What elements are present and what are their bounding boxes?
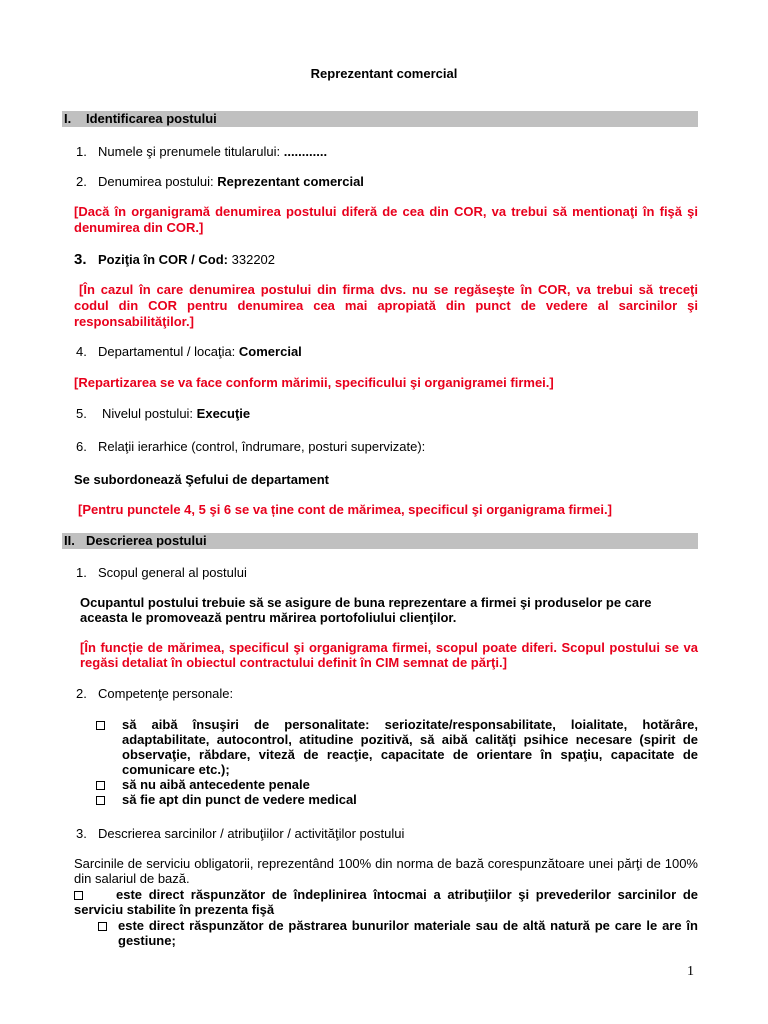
section-header-identification <box>62 111 698 127</box>
list-item-text: să aibă însuşiri de personalitate: seriozitate/responsabilitate, loialitate, hotărâre, adaptabilitate, autocontrol, atitudine pozitivă, să aibă calităţi psihice necesare (spirit de observaţie, răbdare, viteză de reacţie, capacitate de orientare în spaţiu, capacitate de comunicare etc.); <box>122 717 698 777</box>
checkbox-square-icon <box>74 891 83 900</box>
task-text: este direct răspunzător de îndeplinirea întocmai a atribuţiilor şi prevederilor sarcinilor de serviciu stabilite în prezenta fişă <box>74 887 698 917</box>
list-item-text: să nu aibă antecedente penale <box>122 777 310 792</box>
item-value: ............ <box>283 144 328 159</box>
item-value: Comercial <box>238 344 302 359</box>
item-label: Scopul general al postului <box>98 565 247 580</box>
item-job-title <box>76 174 696 190</box>
document-title: Reprezentant comercial <box>310 66 458 81</box>
checkbox-square-icon <box>96 721 105 730</box>
item-value: Execuţie <box>196 406 251 421</box>
task-text: este direct răspunzător de păstrarea bunurilor materiale sau de altă natură pe care le are în gestiune; <box>118 918 698 948</box>
purpose-text: Ocupantul postului trebuie să se asigure de buna reprezentare a firmei şi produselor pe care aceasta le promovează pentru mărirea portofoliului clienţilor. <box>80 595 652 625</box>
item-label: Competenţe personale: <box>98 686 234 701</box>
checkbox-square-icon <box>96 781 105 790</box>
list-item <box>96 777 698 792</box>
item-number: 4. <box>76 344 87 359</box>
item-label: Relaţii ierarhice (control, îndrumare, posturi supervizate): <box>98 439 426 454</box>
item-label: Nivelul postului: <box>102 406 194 421</box>
section-title: Descrierea postului <box>86 533 207 548</box>
item-value: Reprezentant comercial <box>217 174 364 189</box>
item-label: Poziţia în COR / Cod: <box>98 252 228 267</box>
task-responsibility-goods <box>74 918 698 948</box>
section-title: Identificarea postului <box>86 111 217 126</box>
item-number: 3. <box>74 251 87 268</box>
checkbox-square-icon <box>98 922 107 931</box>
note-purpose: [În funcție de mărimea, specificul şi organigrama firmei, scopul poate diferi. Scopul postului se va regăsi detaliat în obiectul contractului definit în CIM semnat de părţi.] <box>80 640 698 670</box>
page-number: 1 <box>687 964 694 979</box>
task-responsibility-duties <box>74 887 698 917</box>
item-general-purpose <box>76 565 696 581</box>
item-number: 6. <box>76 439 87 454</box>
competences-list <box>96 717 698 807</box>
item-job-level <box>76 406 696 422</box>
item-label: Denumirea postului: <box>98 174 214 189</box>
note-cor-code: [În cazul în care denumirea postului din firma dvs. nu se regăseşte în COR, va trebui să treceţi codul din COR pentru denumirea cea mai apropiată din punct de vedere al sarcinilor şi responsabilităţilor.] <box>74 282 698 329</box>
item-number: 3. <box>76 826 87 841</box>
item-number: 1. <box>76 565 87 580</box>
item-number: 2. <box>76 686 87 701</box>
checkbox-square-icon <box>96 796 105 805</box>
item-competences <box>76 686 696 702</box>
section-number: II. <box>64 533 75 548</box>
item-label: Numele şi prenumele titularului: <box>98 144 281 159</box>
list-item-text: să fie apt din punct de vedere medical <box>122 792 357 807</box>
item-number: 5. <box>76 406 87 421</box>
item-tasks <box>76 826 696 842</box>
list-item <box>96 792 698 807</box>
section-number: I. <box>64 111 72 126</box>
item-value: 332202 <box>231 252 276 267</box>
note-job-title: [Dacă în organigramă denumirea postului diferă de cea din COR, va trebui să mentionaţi în fişă şi denumirea din COR.] <box>74 204 698 235</box>
item-number: 2. <box>76 174 87 189</box>
item-number: 1. <box>76 144 87 159</box>
section-header-description <box>62 533 698 549</box>
subordination-text: Se subordonează Şefului de departament <box>74 472 329 487</box>
item-holder-name <box>76 144 696 160</box>
tasks-intro-text: Sarcinile de serviciu obligatorii, reprezentând 100% din norma de bază corespunzătoare unei părţi de 100% din salariul de bază. <box>74 856 698 886</box>
item-label: Descrierea sarcinilor / atribuţiilor / activităţilor postului <box>98 826 405 841</box>
item-cor-position <box>74 251 698 269</box>
item-hierarchy <box>76 439 696 455</box>
item-department <box>76 344 696 360</box>
note-department: [Repartizarea se va face conform mărimii, specificului şi organigramei firmei.] <box>74 375 554 390</box>
item-label: Departamentul / locaţia: <box>98 344 236 359</box>
list-item <box>96 717 698 777</box>
note-points-4-5-6: [Pentru punctele 4, 5 şi 6 se va ține cont de mărimea, specificul şi organigrama firmei.] <box>78 502 612 517</box>
